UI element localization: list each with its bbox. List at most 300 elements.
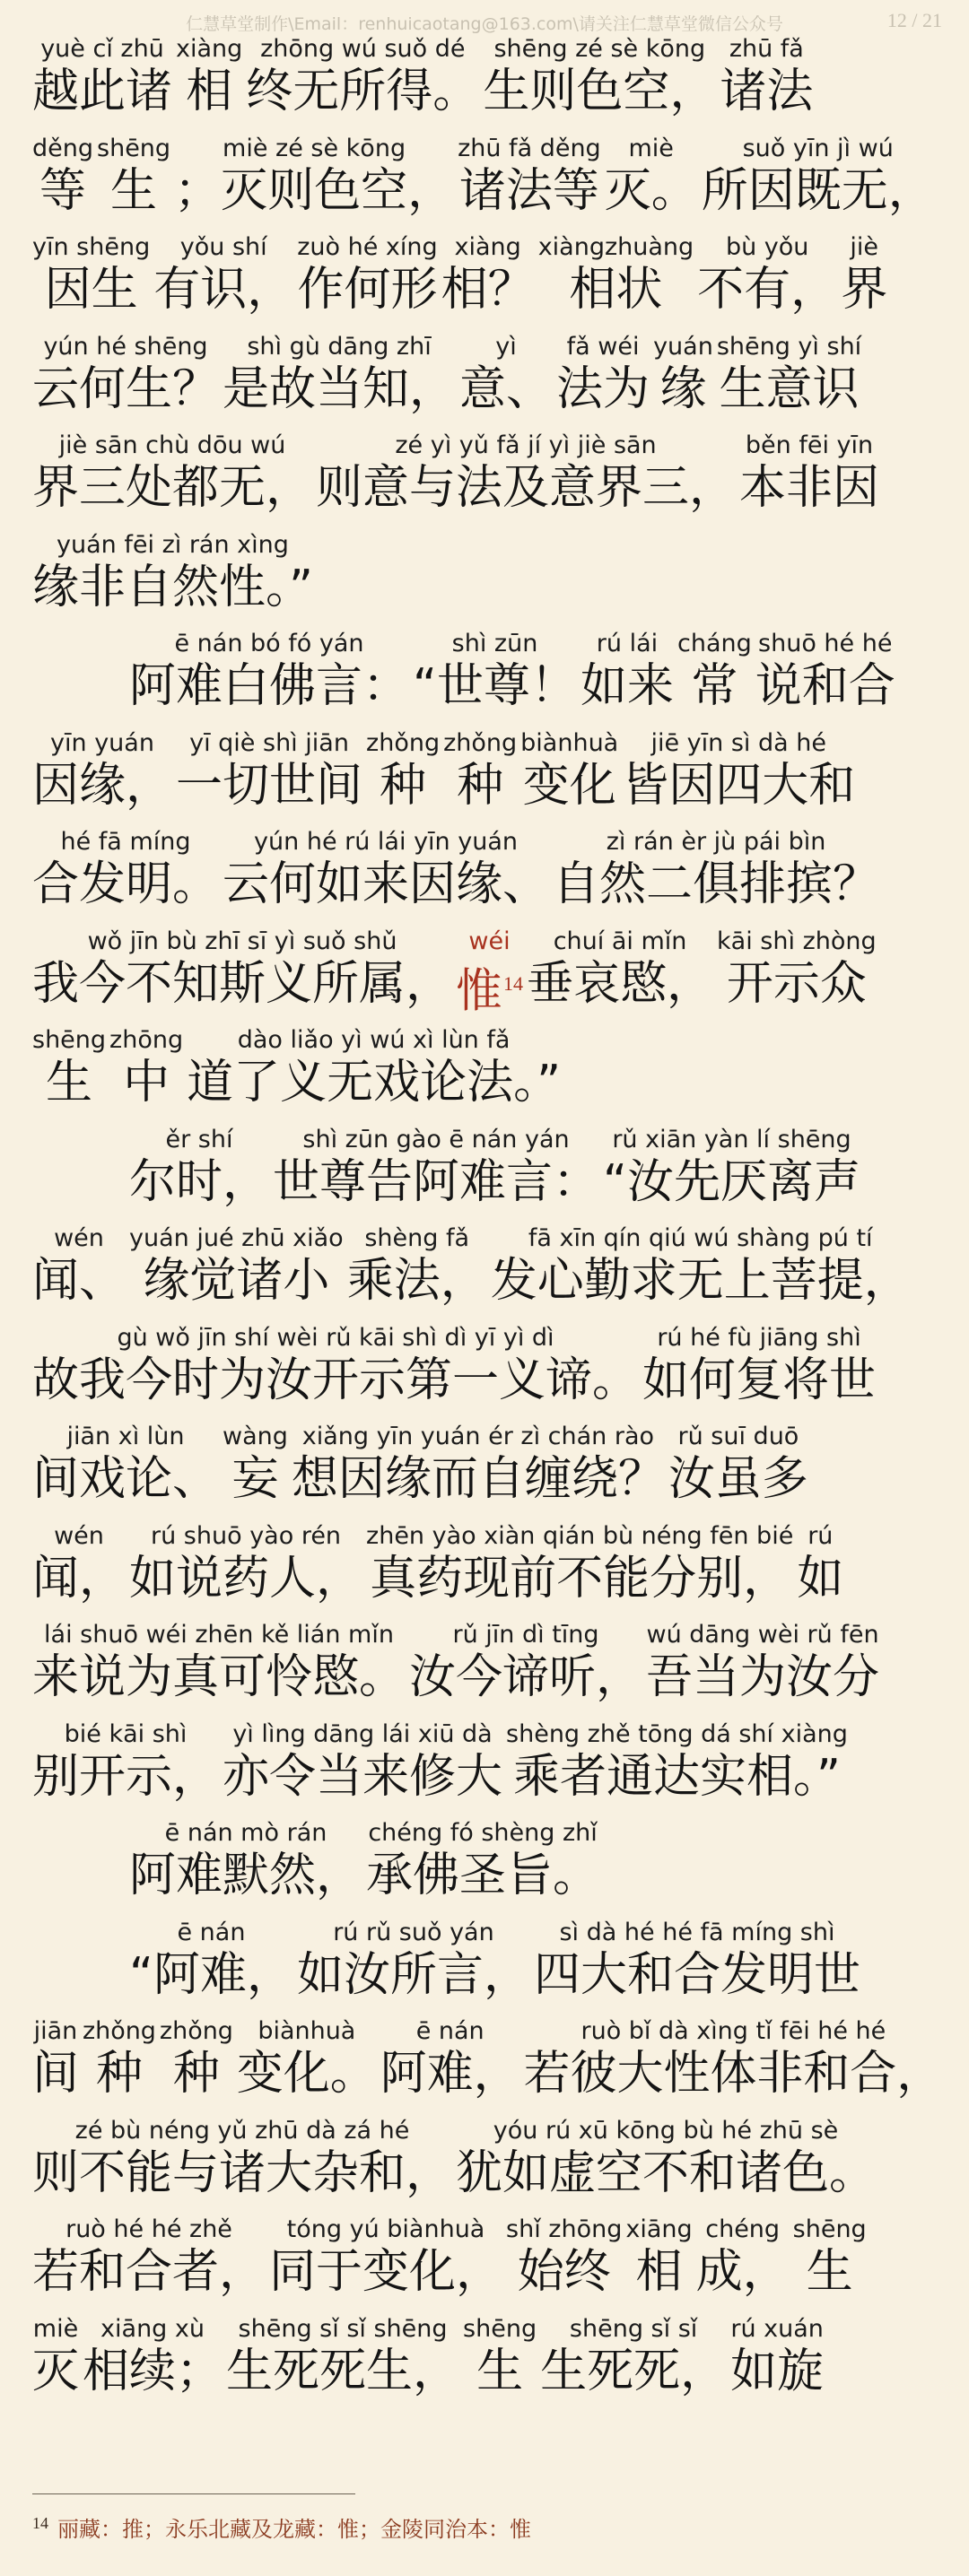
chinese-text xyxy=(223,857,549,913)
chinese-text-content: 自然二俱排摈？ xyxy=(553,857,880,911)
word-group xyxy=(366,728,440,828)
word-group xyxy=(292,1422,665,1521)
chinese-text-content: 尔时， xyxy=(129,1154,270,1209)
word-group xyxy=(625,2215,692,2314)
pinyin-annotation: ē nán bó fó yán xyxy=(174,630,364,657)
word-group xyxy=(730,2314,824,2414)
pinyin-annotation: xiǎng yīn yuán ér zì chán rào xyxy=(301,1423,655,1450)
pinyin-annotation: fā xīn qín qiú wú shàng pú tí xyxy=(528,1224,873,1252)
chinese-text-content: 惟 xyxy=(456,963,503,1018)
chinese-text xyxy=(581,659,674,715)
pinyin-annotation: sì dà hé hé fā míng shì xyxy=(559,1918,835,1946)
chinese-text-content: 界 xyxy=(841,263,888,317)
pinyin-annotation: xiàng xyxy=(454,233,521,261)
pinyin-annotation: jiè sān chù dōu wú xyxy=(58,431,286,459)
pinyin-annotation: shèng fǎ xyxy=(364,1224,470,1252)
chinese-text xyxy=(32,1452,219,1508)
word-group xyxy=(702,134,935,233)
chinese-text-content: 有识， xyxy=(153,263,294,317)
chinese-text xyxy=(668,1452,808,1508)
chinese-text-content: 故我今时为汝开示第一义谛。 xyxy=(32,1353,640,1407)
pinyin-annotation: yī qiè shì jiān xyxy=(189,728,349,757)
chinese-text xyxy=(569,263,662,318)
text-line xyxy=(32,1025,943,1125)
word-group xyxy=(32,2314,79,2414)
word-group xyxy=(32,34,172,134)
chinese-text xyxy=(223,362,456,418)
word-group xyxy=(622,728,855,828)
pinyin-annotation: shēng yì shí xyxy=(716,332,862,361)
chinese-text-content: 中 xyxy=(123,1056,170,1110)
chinese-text xyxy=(110,164,157,220)
chinese-text xyxy=(642,1353,876,1409)
word-group xyxy=(441,232,535,332)
pinyin-annotation: zhǒng xyxy=(82,2017,156,2045)
word-group xyxy=(797,1521,843,1621)
chinese-text xyxy=(513,1750,841,1806)
word-group xyxy=(553,827,879,927)
word-group xyxy=(720,34,813,134)
chinese-text-content: 如汝所言， xyxy=(296,1947,530,2002)
text-line xyxy=(32,1918,943,2017)
chinese-text-content: 世尊告阿难言： xyxy=(273,1154,600,1209)
pinyin-annotation: yuán xyxy=(653,332,713,361)
word-group xyxy=(527,927,713,1026)
chinese-text-content: 种 xyxy=(457,758,504,813)
chinese-text-content: 闻、 xyxy=(32,1254,127,1308)
word-group xyxy=(483,34,716,134)
pinyin-annotation: rú rǔ suǒ yán xyxy=(333,1918,494,1946)
word-group xyxy=(506,1719,848,1819)
chinese-text-content: 吾当为汝分 xyxy=(646,1650,880,1704)
pinyin-annotation: shēng xyxy=(463,2314,537,2343)
chinese-text-content: 如 xyxy=(797,1551,844,1606)
watermark-text: 仁慧草堂制作\Email：renhuicaotang@163.com\请关注仁慧草堂微信公众号 xyxy=(186,14,783,34)
word-group xyxy=(237,2016,377,2116)
chinese-text-content: 间戏论、 xyxy=(32,1452,220,1506)
pinyin-annotation: rǔ xiān yàn lí shēng xyxy=(612,1125,851,1153)
pinyin-annotation: zuò hé xíng xyxy=(297,233,438,261)
pinyin-annotation: zhōng wú suǒ dé xyxy=(260,35,466,63)
pinyin-annotation: shì zūn gào ē nán yán xyxy=(302,1125,570,1153)
chinese-text xyxy=(347,1254,487,1310)
chinese-text-content: 说和合 xyxy=(755,659,895,713)
chinese-text-content: 生 xyxy=(806,2245,853,2299)
chinese-text xyxy=(223,1750,502,1806)
word-group xyxy=(129,1223,344,1323)
chinese-text-content: 灭。 xyxy=(604,163,698,218)
chinese-text xyxy=(841,263,887,318)
chinese-text-content: 四大和合发明世 xyxy=(533,1947,860,2002)
pinyin-annotation: shì gù dāng zhī xyxy=(247,332,432,361)
pinyin-annotation: bié kāi shì xyxy=(64,1719,188,1748)
chinese-text xyxy=(143,1254,329,1310)
word-group xyxy=(380,2016,520,2116)
word-group xyxy=(696,2215,790,2314)
chinese-text xyxy=(380,759,426,814)
word-group xyxy=(129,1125,269,1224)
word-group xyxy=(739,431,879,530)
chinese-text-content: 我今不知斯义所属， xyxy=(32,956,453,1011)
word-group xyxy=(32,728,172,828)
pinyin-annotation: cháng xyxy=(677,630,752,657)
pinyin-annotation: wǒ jīn bù zhī sī yì suǒ shǔ xyxy=(87,927,397,955)
pinyin-annotation: xiàng xyxy=(176,35,243,63)
chinese-text xyxy=(226,2345,459,2400)
footnote xyxy=(32,2511,531,2543)
word-group xyxy=(443,728,517,828)
chinese-text xyxy=(273,1155,599,1211)
word-group xyxy=(605,134,698,233)
word-group xyxy=(223,332,456,431)
pinyin-annotation: shēng sǐ sǐ xyxy=(569,2314,698,2343)
chinese-text-content: 种 xyxy=(172,2047,220,2101)
chinese-text-content: 相 xyxy=(635,2245,683,2299)
chinese-text-content: 生 xyxy=(46,1056,93,1110)
text-line xyxy=(32,1323,943,1423)
word-group xyxy=(677,629,752,728)
chinese-text xyxy=(719,362,859,418)
chinese-text xyxy=(697,263,837,318)
chinese-text-content: 乘者通达实相。” xyxy=(512,1749,841,1804)
pinyin-annotation: wéi xyxy=(468,927,511,955)
chinese-text xyxy=(409,1650,642,1706)
chinese-text xyxy=(524,2047,944,2102)
highlighted-character xyxy=(456,957,524,1018)
chinese-text-content: 阿难默然， xyxy=(129,1849,363,1902)
pinyin-annotation: wàng xyxy=(223,1423,288,1450)
word-group xyxy=(32,2116,452,2215)
chinese-text xyxy=(246,65,479,120)
word-group xyxy=(32,1025,106,1125)
pinyin-annotation: yì xyxy=(495,332,517,361)
pinyin-annotation: zé yì yǔ fǎ jí yì jiè sān xyxy=(395,431,657,459)
chinese-text-content: 如旋 xyxy=(730,2344,825,2398)
chinese-text-content: 生死死生， xyxy=(226,2344,460,2398)
chinese-text xyxy=(540,2345,727,2400)
pinyin-annotation: yīn shēng xyxy=(32,233,151,261)
pinyin-annotation: yīn yuán xyxy=(50,728,154,757)
text-line xyxy=(32,629,943,728)
word-group xyxy=(347,1223,487,1323)
word-group xyxy=(226,2314,459,2414)
pinyin-annotation: zhēn yào xiàn qián bù néng fēn bié xyxy=(366,1521,794,1550)
word-group xyxy=(153,232,293,332)
chinese-text xyxy=(720,65,813,120)
chinese-text-content: 是故当知， xyxy=(223,361,457,416)
chinese-text-content: 如何复将世 xyxy=(642,1353,877,1407)
chinese-text-content: 亦令当来修大 xyxy=(223,1749,503,1804)
word-group xyxy=(129,629,409,728)
text-line xyxy=(32,1125,943,1224)
chinese-text-content: 相 xyxy=(186,65,233,118)
pinyin-annotation: xiàngzhuàng xyxy=(537,233,694,261)
pinyin-annotation: shì zūn xyxy=(451,630,538,657)
chinese-text xyxy=(96,2047,143,2102)
pinyin-annotation: rǔ suī duō xyxy=(677,1423,799,1450)
chinese-text xyxy=(173,2047,220,2102)
pinyin-annotation: yǒu shí xyxy=(179,233,267,261)
word-group xyxy=(540,2314,727,2414)
chinese-text-content: 种 xyxy=(380,758,427,813)
chinese-text-content: 云何生？ xyxy=(32,361,220,416)
word-group xyxy=(129,1521,362,1621)
chinese-text xyxy=(518,2245,611,2301)
chinese-text xyxy=(476,2345,523,2400)
chinese-text-content: 生 xyxy=(110,163,158,218)
pinyin-annotation: ěr shí xyxy=(165,1125,233,1153)
chinese-text-content: 界三处都无， xyxy=(32,461,313,515)
pinyin-annotation: kāi shì zhòng xyxy=(717,927,877,955)
pinyin-annotation: zhū fǎ děng xyxy=(458,134,601,162)
chinese-text-content: ；灭则色空， xyxy=(174,163,455,218)
chinese-text-content: 诸法等 xyxy=(458,163,599,218)
chinese-text xyxy=(129,659,409,715)
chinese-text xyxy=(187,1056,561,1111)
word-group xyxy=(456,927,523,1026)
pinyin-annotation: miè zé sè kōng xyxy=(223,134,406,162)
chinese-text-content: 法为 xyxy=(556,361,650,416)
chinese-text xyxy=(123,1056,170,1111)
chinese-text xyxy=(32,2146,452,2202)
pinyin-annotation: ē nán xyxy=(415,2017,484,2045)
pinyin-annotation: rú xyxy=(808,1521,834,1550)
chinese-text xyxy=(691,659,738,715)
chinese-text-content: 承佛圣旨。 xyxy=(366,1849,600,1902)
chinese-text xyxy=(237,2047,377,2102)
chinese-text-content: 等 xyxy=(39,163,87,218)
pinyin-annotation: chéng fó shèng zhǐ xyxy=(368,1819,598,1847)
word-group xyxy=(366,1521,793,1621)
chinese-text-content: 始终 xyxy=(517,2245,611,2299)
word-group xyxy=(32,1422,219,1521)
chinese-text xyxy=(32,957,452,1013)
chinese-text-content: 如说药人， xyxy=(129,1551,363,1606)
pinyin-annotation: rǔ jīn dì tīng xyxy=(452,1621,599,1649)
pinyin-annotation: fǎ wéi xyxy=(566,332,640,361)
chinese-text-content: 种 xyxy=(95,2047,143,2101)
chinese-text-content: 一切世间 xyxy=(176,758,363,813)
pinyin-annotation: tóng yú biànhuà xyxy=(286,2215,485,2243)
word-group xyxy=(223,1719,502,1819)
pinyin-annotation: wú dāng wèi rǔ fēn xyxy=(646,1621,879,1649)
chinese-text-content: 意、 xyxy=(459,361,554,416)
chinese-text-content: 变化。 xyxy=(236,2047,377,2101)
text-line xyxy=(32,827,943,927)
word-group xyxy=(456,2116,876,2215)
pinyin-annotation: zhǒng xyxy=(443,728,518,757)
pinyin-annotation: bù yǒu xyxy=(725,233,809,261)
word-group xyxy=(556,332,650,431)
text-line xyxy=(32,134,943,233)
word-group xyxy=(32,927,452,1026)
pinyin-annotation: lái shuō wéi zhēn kě lián mǐn xyxy=(44,1621,394,1649)
text-line xyxy=(32,927,943,1026)
chinese-text xyxy=(32,857,219,913)
chinese-text-content: 相续； xyxy=(83,2344,223,2398)
chinese-text-content: 道了义无戏论法。” xyxy=(187,1056,562,1110)
chinese-text-content: 阿难， xyxy=(380,2047,520,2101)
word-group xyxy=(524,2016,944,2116)
word-group xyxy=(109,1025,183,1125)
text-line xyxy=(32,34,943,134)
word-group xyxy=(841,232,887,332)
chinese-text xyxy=(702,164,935,220)
chinese-text-content: 作何形 xyxy=(297,263,438,317)
chinese-text-content: 生则色空， xyxy=(483,65,717,118)
word-group xyxy=(538,232,694,332)
pinyin-annotation: biànhuà xyxy=(258,2017,356,2045)
word-group xyxy=(32,332,219,431)
text-line xyxy=(32,2314,943,2414)
chinese-text xyxy=(603,1155,860,1211)
chinese-text xyxy=(231,1452,278,1508)
chinese-text xyxy=(696,2245,790,2301)
chinese-text xyxy=(380,2047,520,2102)
word-group xyxy=(459,332,553,431)
pinyin-annotation: xiāng xyxy=(625,2215,693,2243)
pinyin-annotation: ruò bǐ dà xìng tǐ fēi hé hé xyxy=(581,2017,886,2045)
word-group xyxy=(697,232,837,332)
chinese-text-content: 终无所得。 xyxy=(246,65,480,118)
word-group xyxy=(32,232,150,332)
word-group xyxy=(603,1125,860,1224)
chinese-text xyxy=(797,1552,843,1607)
word-group xyxy=(129,1918,293,2017)
word-group xyxy=(97,134,170,233)
text-line xyxy=(32,1521,943,1621)
chinese-text xyxy=(605,164,698,220)
pinyin-annotation: yuán jué zhū xiǎo xyxy=(129,1224,344,1252)
chinese-text-content: 同于变化， xyxy=(269,2245,503,2299)
chinese-text xyxy=(534,1948,860,2004)
word-group xyxy=(653,332,713,431)
word-group xyxy=(646,1620,879,1719)
text-line xyxy=(32,332,943,431)
word-group xyxy=(223,1422,288,1521)
chinese-text-content: 间 xyxy=(32,2047,79,2101)
chinese-text xyxy=(730,2345,824,2400)
chinese-text xyxy=(739,461,879,517)
pinyin-annotation: chuí āi mǐn xyxy=(553,927,687,955)
chinese-text xyxy=(32,65,172,120)
chinese-text-content: 生意识 xyxy=(719,361,860,416)
chinese-text-content: 汝虽多 xyxy=(668,1452,808,1506)
chinese-text-content: 成， xyxy=(695,2245,790,2299)
pinyin-annotation: shēng xyxy=(97,134,171,162)
chinese-text xyxy=(176,759,362,814)
chinese-text xyxy=(129,1948,293,2004)
pinyin-annotation: rú xuán xyxy=(730,2314,824,2343)
chinese-text xyxy=(459,164,599,220)
chinese-text xyxy=(32,362,219,418)
chinese-text xyxy=(32,2245,266,2301)
word-group xyxy=(129,1818,362,1918)
chinese-text-content: “汝先厌离声 xyxy=(603,1154,860,1209)
pinyin-annotation: yún hé rú lái yīn yuán xyxy=(254,828,518,856)
chinese-text xyxy=(659,362,706,418)
chinese-text xyxy=(32,759,172,814)
footnote-text: 丽藏：推；永乐北藏及龙藏：惟；金陵同治本：惟 xyxy=(57,2517,531,2542)
word-group xyxy=(366,1818,599,1918)
chinese-text-content: 垂哀愍， xyxy=(527,956,714,1011)
word-group xyxy=(176,34,242,134)
word-group xyxy=(32,2215,266,2314)
pinyin-annotation: rú lái xyxy=(596,630,659,657)
chinese-text xyxy=(483,65,716,120)
word-group xyxy=(246,34,479,134)
pinyin-annotation: yún hé shēng xyxy=(43,332,208,361)
chinese-text-content: 闻， xyxy=(32,1551,127,1606)
chinese-text xyxy=(32,1353,639,1409)
word-group xyxy=(32,1223,126,1323)
chinese-text-content: 常 xyxy=(691,659,738,713)
chinese-text-content: 乘法， xyxy=(346,1254,487,1308)
pinyin-annotation: shǐ zhōng xyxy=(506,2215,623,2243)
chinese-text-content: 相？ xyxy=(441,263,535,317)
chinese-text xyxy=(491,1254,911,1310)
chinese-text-content: 因缘， xyxy=(32,758,173,813)
chinese-text xyxy=(635,2245,682,2301)
pinyin-annotation: shèng zhě tōng dá shí xiàng xyxy=(506,1719,848,1748)
chinese-text xyxy=(413,659,577,715)
text-line xyxy=(32,728,943,828)
chinese-text-content: 发心勤求无上菩提， xyxy=(490,1254,911,1308)
text-line xyxy=(32,2215,943,2314)
chinese-text xyxy=(129,1849,362,1904)
chinese-text-content: 如来 xyxy=(580,659,674,713)
word-group xyxy=(520,728,618,828)
pinyin-annotation: wén xyxy=(54,1521,104,1550)
word-group xyxy=(717,927,877,1026)
word-group xyxy=(534,1918,860,2017)
chinese-text-content: 来说为真可怜愍。 xyxy=(32,1650,406,1704)
pinyin-annotation: ruò hé hé zhě xyxy=(65,2215,232,2243)
word-group xyxy=(187,1025,561,1125)
pinyin-annotation: biànhuà xyxy=(520,728,619,757)
word-group xyxy=(413,629,577,728)
chinese-text-content: 汝今谛听， xyxy=(409,1650,643,1704)
footnote-marker[interactable]: 14 xyxy=(503,971,524,995)
pinyin-annotation: zhōng xyxy=(109,1026,184,1054)
chinese-text-content: 若彼大性体非和合， xyxy=(523,2047,944,2101)
footnote-divider xyxy=(32,2493,355,2494)
pinyin-annotation: zé bù néng yǔ zhū dà zá hé xyxy=(74,2116,410,2145)
pinyin-annotation: miè xyxy=(32,2314,79,2343)
chinese-text xyxy=(370,1552,790,1607)
pinyin-annotation: shēng xyxy=(792,2215,867,2243)
chinese-text-content: 若和合者， xyxy=(32,2245,266,2299)
word-group xyxy=(755,629,895,728)
pinyin-annotation: xiāng xù xyxy=(100,2314,205,2343)
word-group xyxy=(32,1719,219,1819)
word-group xyxy=(32,1323,639,1423)
text-line xyxy=(32,1719,943,1819)
pinyin-annotation: ē nán mò rán xyxy=(164,1819,327,1847)
chinese-text-content: “阿难， xyxy=(129,1947,293,2002)
pinyin-annotation: zhǒng xyxy=(159,2017,233,2045)
pinyin-annotation: jiè xyxy=(850,233,878,261)
pinyin-annotation: chéng xyxy=(705,2215,781,2243)
chinese-text-content: 越此诸 xyxy=(32,65,173,118)
pinyin-annotation: yì lìng dāng lái xiū dà xyxy=(232,1719,493,1748)
chinese-text-content: 本非因 xyxy=(739,461,880,515)
word-group xyxy=(297,1918,530,2017)
chinese-text-content: 妄 xyxy=(231,1452,279,1506)
text-line xyxy=(32,1422,943,1521)
chinese-text-content: 合发明。 xyxy=(32,857,220,911)
chinese-text xyxy=(292,1452,665,1508)
